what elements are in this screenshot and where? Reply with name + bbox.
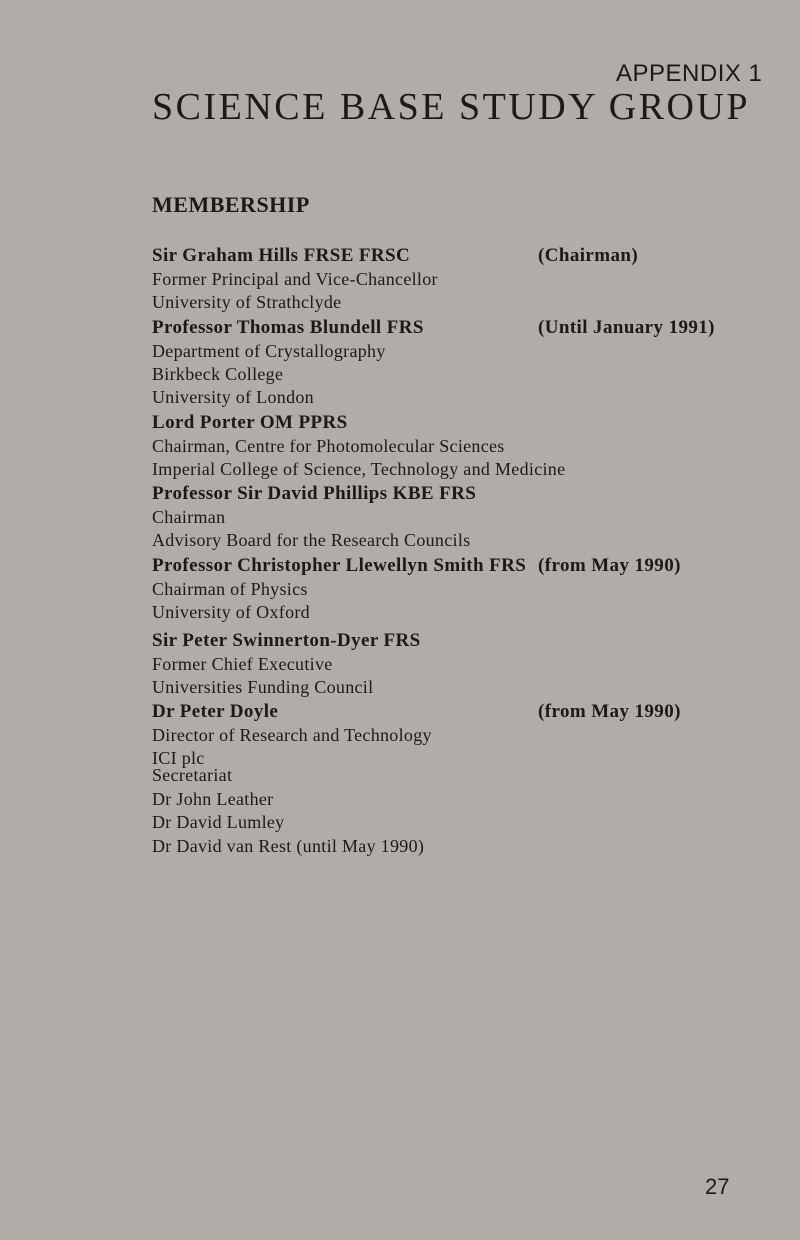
member-name: Lord Porter OM PPRS bbox=[152, 412, 348, 433]
member-name: Sir Peter Swinnerton-Dyer FRS bbox=[152, 630, 421, 651]
member-entry bbox=[152, 411, 772, 481]
member-affiliation: Advisory Board for the Research Councils bbox=[152, 530, 471, 550]
member-entry bbox=[152, 244, 772, 314]
member-affiliation: Director of Research and Technology bbox=[152, 725, 432, 745]
secretariat-member: Dr David van Rest (until May 1990) bbox=[152, 835, 425, 856]
appendix-label: APPENDIX 1 bbox=[616, 60, 763, 87]
member-affiliation: Chairman, Centre for Photomolecular Sciences bbox=[152, 436, 505, 456]
secretariat-section bbox=[152, 764, 424, 858]
member-name: Professor Thomas Blundell FRS bbox=[152, 317, 424, 338]
member-affiliation: Former Chief Executive bbox=[152, 654, 333, 674]
member-name: Sir Graham Hills FRSE FRSC bbox=[152, 245, 411, 266]
member-role-note: (Chairman) bbox=[538, 245, 639, 266]
member-affiliation: Chairman bbox=[152, 507, 226, 527]
member-role-note: (from May 1990) bbox=[538, 555, 681, 576]
member-role-note: (from May 1990) bbox=[538, 701, 681, 722]
membership-heading: MEMBERSHIP bbox=[152, 192, 310, 217]
member-name: Professor Sir David Phillips KBE FRS bbox=[152, 483, 477, 504]
member-entry bbox=[152, 482, 772, 552]
member-entry bbox=[152, 700, 772, 770]
secretariat-member: Dr David Lumley bbox=[152, 812, 285, 832]
member-affiliation: ICI plc bbox=[152, 748, 205, 768]
member-affiliation: Former Principal and Vice-Chancellor bbox=[152, 269, 438, 289]
member-entry bbox=[152, 629, 772, 699]
page-title: SCIENCE BASE STUDY GROUP bbox=[152, 86, 751, 128]
member-affiliation: Birkbeck College bbox=[152, 364, 284, 384]
member-entry bbox=[152, 554, 772, 624]
secretariat-heading: Secretariat bbox=[152, 765, 233, 785]
member-role-note: (Until January 1991) bbox=[538, 317, 715, 338]
member-affiliation: Universities Funding Council bbox=[152, 677, 374, 697]
member-affiliation: University of Strathclyde bbox=[152, 292, 342, 312]
member-affiliation: Imperial College of Science, Technology and Medicine bbox=[152, 459, 566, 479]
member-affiliation: Chairman of Physics bbox=[152, 579, 308, 599]
member-name: Professor Christopher Llewellyn Smith FRS bbox=[152, 555, 527, 576]
member-entry bbox=[152, 316, 772, 409]
member-affiliation: University of Oxford bbox=[152, 602, 310, 622]
member-affiliation: Department of Crystallography bbox=[152, 341, 386, 361]
page-number: 27 bbox=[705, 1174, 730, 1199]
secretariat-member: Dr John Leather bbox=[152, 788, 274, 809]
member-affiliation: University of London bbox=[152, 387, 314, 407]
member-name: Dr Peter Doyle bbox=[152, 701, 279, 722]
